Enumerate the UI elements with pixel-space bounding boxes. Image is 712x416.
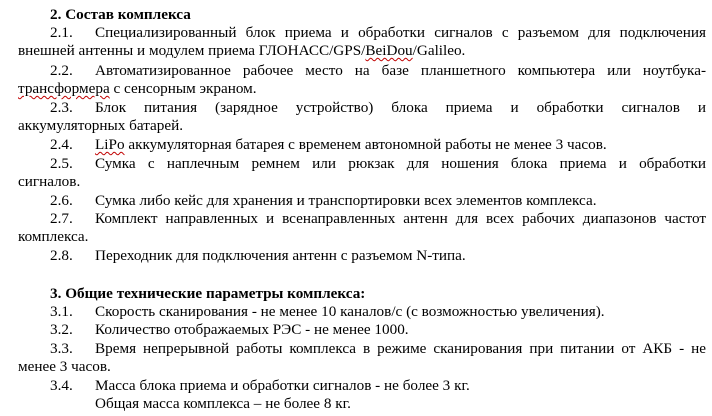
item-text-continued: менее 3 часов.: [18, 358, 111, 375]
misspelled-word: трансформера: [18, 80, 110, 97]
item-text-continued: [18, 80, 257, 98]
item-text: [95, 136, 607, 154]
item-text-continued: аккумуляторных батарей.: [18, 117, 184, 134]
text-span: с сенсорным экраном.: [109, 80, 257, 97]
item-number: 2.2.: [50, 62, 73, 79]
item-number: 2.5.: [50, 155, 73, 172]
item-text: Сумка с наплечным ремнем или рюкзак для ношения блока приема и обработки: [95, 155, 706, 172]
item-text: Скорость сканирования - не менее 10 каналов/с (с возможностью увеличения).: [95, 303, 605, 320]
item-text-continued: комплекса.: [18, 228, 89, 245]
item-text: Комплект направленных и всенаправленных антенн для всех рабочих диапазонов частот: [95, 210, 706, 227]
item-text-continued: сигналов.: [18, 173, 81, 190]
item-text: Масса блока приема и обработки сигналов - не более 3 кг.: [95, 377, 470, 394]
misspelled-word: LiPo: [95, 136, 125, 153]
section-heading: 2. Состав комплекса: [50, 6, 191, 23]
item-text: Автоматизированное рабочее место на базе планшетного компьютера или ноутбука-: [95, 62, 706, 79]
item-number: 3.3.: [50, 340, 73, 357]
text-span: внешней антенны и модулем приема ГЛОНАСС/GPS/: [18, 42, 366, 59]
item-text: Специализированный блок приема и обработки сигналов с разъемом для подключения: [95, 24, 706, 41]
item-number: 2.6.: [50, 192, 73, 209]
item-text: Сумка либо кейс для хранения и транспортировки всех элементов комплекса.: [95, 192, 597, 209]
item-text-continued: [18, 42, 465, 60]
item-number: 2.7.: [50, 210, 73, 227]
misspelled-word: BeiDou: [365, 42, 413, 59]
section-heading: 3. Общие технические параметры комплекса:: [50, 285, 366, 302]
text-span: аккумуляторная батарея с временем автономной работы не менее 3 часов.: [124, 136, 607, 153]
item-number: 2.4.: [50, 136, 73, 153]
item-number: 2.1.: [50, 24, 73, 41]
item-text-continued: Общая масса комплекса – не более 8 кг.: [95, 395, 351, 412]
item-text: Блок питания (зарядное устройство) блока приема и обработки сигналов и: [95, 99, 706, 116]
item-text: Время непрерывной работы комплекса в режиме сканирования при питании от АКБ - не: [95, 340, 706, 357]
item-number: 2.8.: [50, 247, 73, 264]
item-text: Количество отображаемых РЭС - не менее 1000.: [95, 321, 409, 338]
item-number: 3.1.: [50, 303, 73, 320]
item-number: 2.3.: [50, 99, 73, 116]
item-number: 3.4.: [50, 377, 73, 394]
item-number: 3.2.: [50, 321, 73, 338]
item-text: Переходник для подключения антенн с разъемом N-типа.: [95, 247, 466, 264]
text-span: /Galileo.: [412, 42, 466, 59]
